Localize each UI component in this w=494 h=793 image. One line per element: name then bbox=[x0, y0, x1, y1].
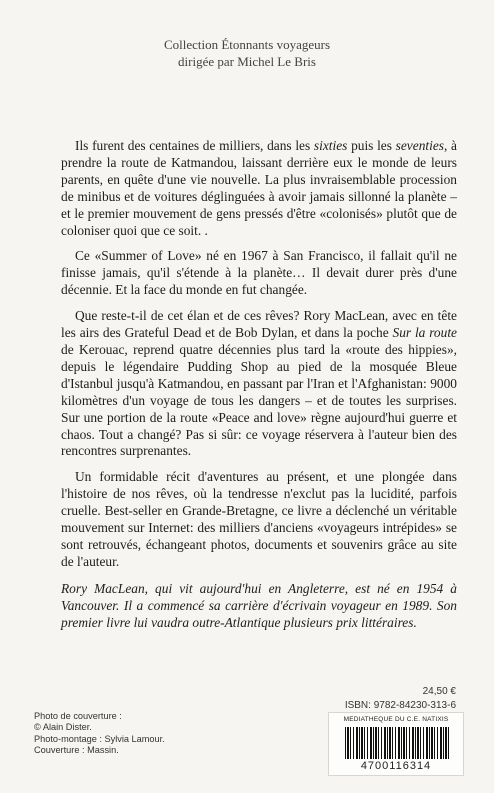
collection-header bbox=[0, 36, 494, 70]
paragraph-4: Un formidable récit d'aventures au présent, et une plongée dans l'histoire de nos rêves, où la tendresse n'exclut pas la lucidité, parfois cruelle. Best-seller en Grande-Bretagne, ce livre a déclenché un véritable mouvement sur Internet: des milliers d'anciens «voyageurs intrépides» se sont retrouvés, échangeant photos, documents et souvenirs grâce au site de l'auteur. bbox=[61, 469, 457, 569]
credit-line: © Alain Dister. bbox=[34, 722, 92, 733]
isbn-label: ISBN: 9782-84230-313-6 bbox=[344, 700, 456, 711]
paragraph-1: Ils furent des centaines de milliers, dans les sixties puis les seventies, à prendre la route de Katmandou, laissant derrière eux le monde de leurs parents, en quête d'une vie nouvelle. La plus invraisemblable procession de minibus et de voitures déglinguées à avoir jamais sillonné la planète – et le premier mouvement de gens pressés d'être «colonisés» plutôt que de coloniser quoi que ce soit. . bbox=[61, 138, 457, 238]
blurb-text bbox=[61, 138, 457, 640]
library-name: MEDIATHEQUE DU C.E. NATIXIS bbox=[343, 716, 449, 723]
barcode-number: 4700116314 bbox=[360, 760, 432, 772]
collection-director: dirigée par Michel Le Bris bbox=[178, 54, 316, 69]
paragraph-3: Que reste-t-il de cet élan et de ces rêves? Rory MacLean, avec en tête les airs des Grateful Dead et de Bob Dylan, et dans la poche Sur la route de Kerouac, reprend quatre décennies plus tard la «route des hippies», depuis le légendaire Pudding Shop au pied de la mosquée Bleue d'Istanbul jusqu'à Katmandou, en passant par l'Iran et l'Afghanistan: 9000 kilomètres d'un voyage de tous les dangers – et de toutes les surprises. Sur une portion de la route «Peace and love» règne aujourd'hui guerre et chaos. Tout a changé? Pas si sûr: ce voyage réservera à l'auteur bien des rencontres surprenantes. bbox=[61, 308, 457, 459]
author-bio: Rory MacLean, qui vit aujourd'hui en Angleterre, est né en 1954 à Vancouver. Il a commencé sa carrière d'écrivain voyageur en 1989. Son premier livre lui vaudra outre-Atlantique plusieurs prix littéraires. bbox=[61, 580, 457, 630]
barcode-icon bbox=[345, 727, 449, 759]
library-sticker bbox=[328, 712, 464, 776]
credit-line: Photo-montage : Sylvia Lamour. bbox=[34, 733, 165, 744]
cover-credits bbox=[34, 711, 224, 756]
paragraph-2: Ce «Summer of Love» né en 1967 à San Francisco, il fallait qu'il ne finisse jamais, qu'il s'étende à la planète… Il devait durer près d'une décennie. Et la face du monde en fut changée. bbox=[61, 248, 457, 298]
credit-line: Photo de couverture : bbox=[34, 711, 122, 721]
credit-line: Couverture : Massin. bbox=[34, 744, 119, 755]
price-label: 24,50 € bbox=[422, 686, 456, 697]
collection-name: Collection Étonnants voyageurs bbox=[163, 37, 331, 52]
